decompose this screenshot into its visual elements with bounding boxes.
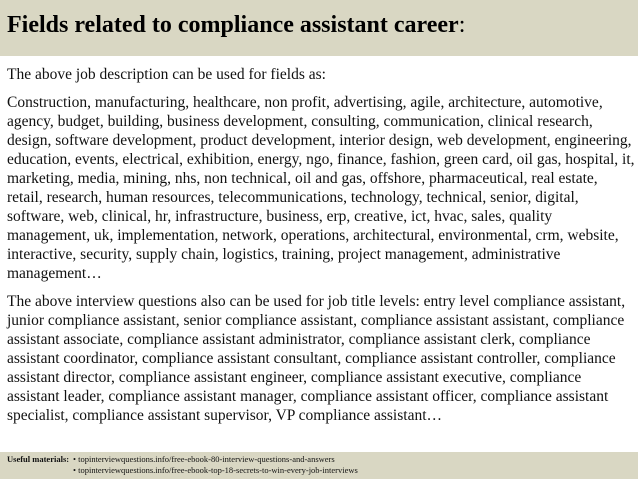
footer-row-1 <box>7 454 638 465</box>
intro-text: The above job description can be used for fields as: <box>7 66 326 83</box>
job-levels-paragraph: The above interview questions also can be used for job title levels: entry level compliance assistant, junior compliance assistant, senior compliance assistant, compliance assistant assistant, compliance assistant associate, compliance assistant administrator, compliance assistant clerk, compliance assistant coordinator, compliance assistant consultant, compliance assistant controller, compliance assistant director, compliance assistant engineer, compliance assistant executive, compliance assistant leader, compliance assistant manager, compliance assistant officer, compliance assistant specialist, compliance assistant supervisor, VP compliance assistant… <box>7 293 626 424</box>
page-title-text: Fields related to compliance assistant career <box>7 12 459 38</box>
slide-content <box>7 65 635 434</box>
footer-band <box>0 452 638 479</box>
footer-row-2 <box>7 465 638 476</box>
title-band <box>0 0 638 56</box>
footer-link-ebook-80-questions[interactable]: • topinterviewquestions.info/free-ebook-80-interview-questions-and-answers <box>73 454 335 464</box>
fields-paragraph: Construction, manufacturing, healthcare, non profit, advertising, agile, architecture, automotive, agency, budget, building, business development, consulting, communication, clinical research, design, software development, product development, interior design, web development, engineering, education, events, electrical, exhibition, energy, ngo, finance, fashion, green card, oil gas, hospital, it, marketing, media, mining, nhs, non technical, oil and gas, offshore, pharmaceutical, real estate, retail, research, human resources, telecommunications, technology, technical, senior, digital, software, web, clinical, hr, infrastructure, business, erp, creative, ict, hvac, sales, quality management, uk, implementation, network, operations, architectural, environmental, crm, website, interactive, security, supply chain, logistics, training, project management, administrative management… <box>7 94 635 282</box>
page-title-colon: : <box>458 12 466 38</box>
footer-link-ebook-18-secrets[interactable]: • topinterviewquestions.info/free-ebook-top-18-secrets-to-win-every-job-interviews <box>73 465 358 475</box>
page-title <box>7 10 638 40</box>
footer-label-spacer <box>7 465 73 476</box>
footer-label: Useful materials: <box>7 454 70 464</box>
